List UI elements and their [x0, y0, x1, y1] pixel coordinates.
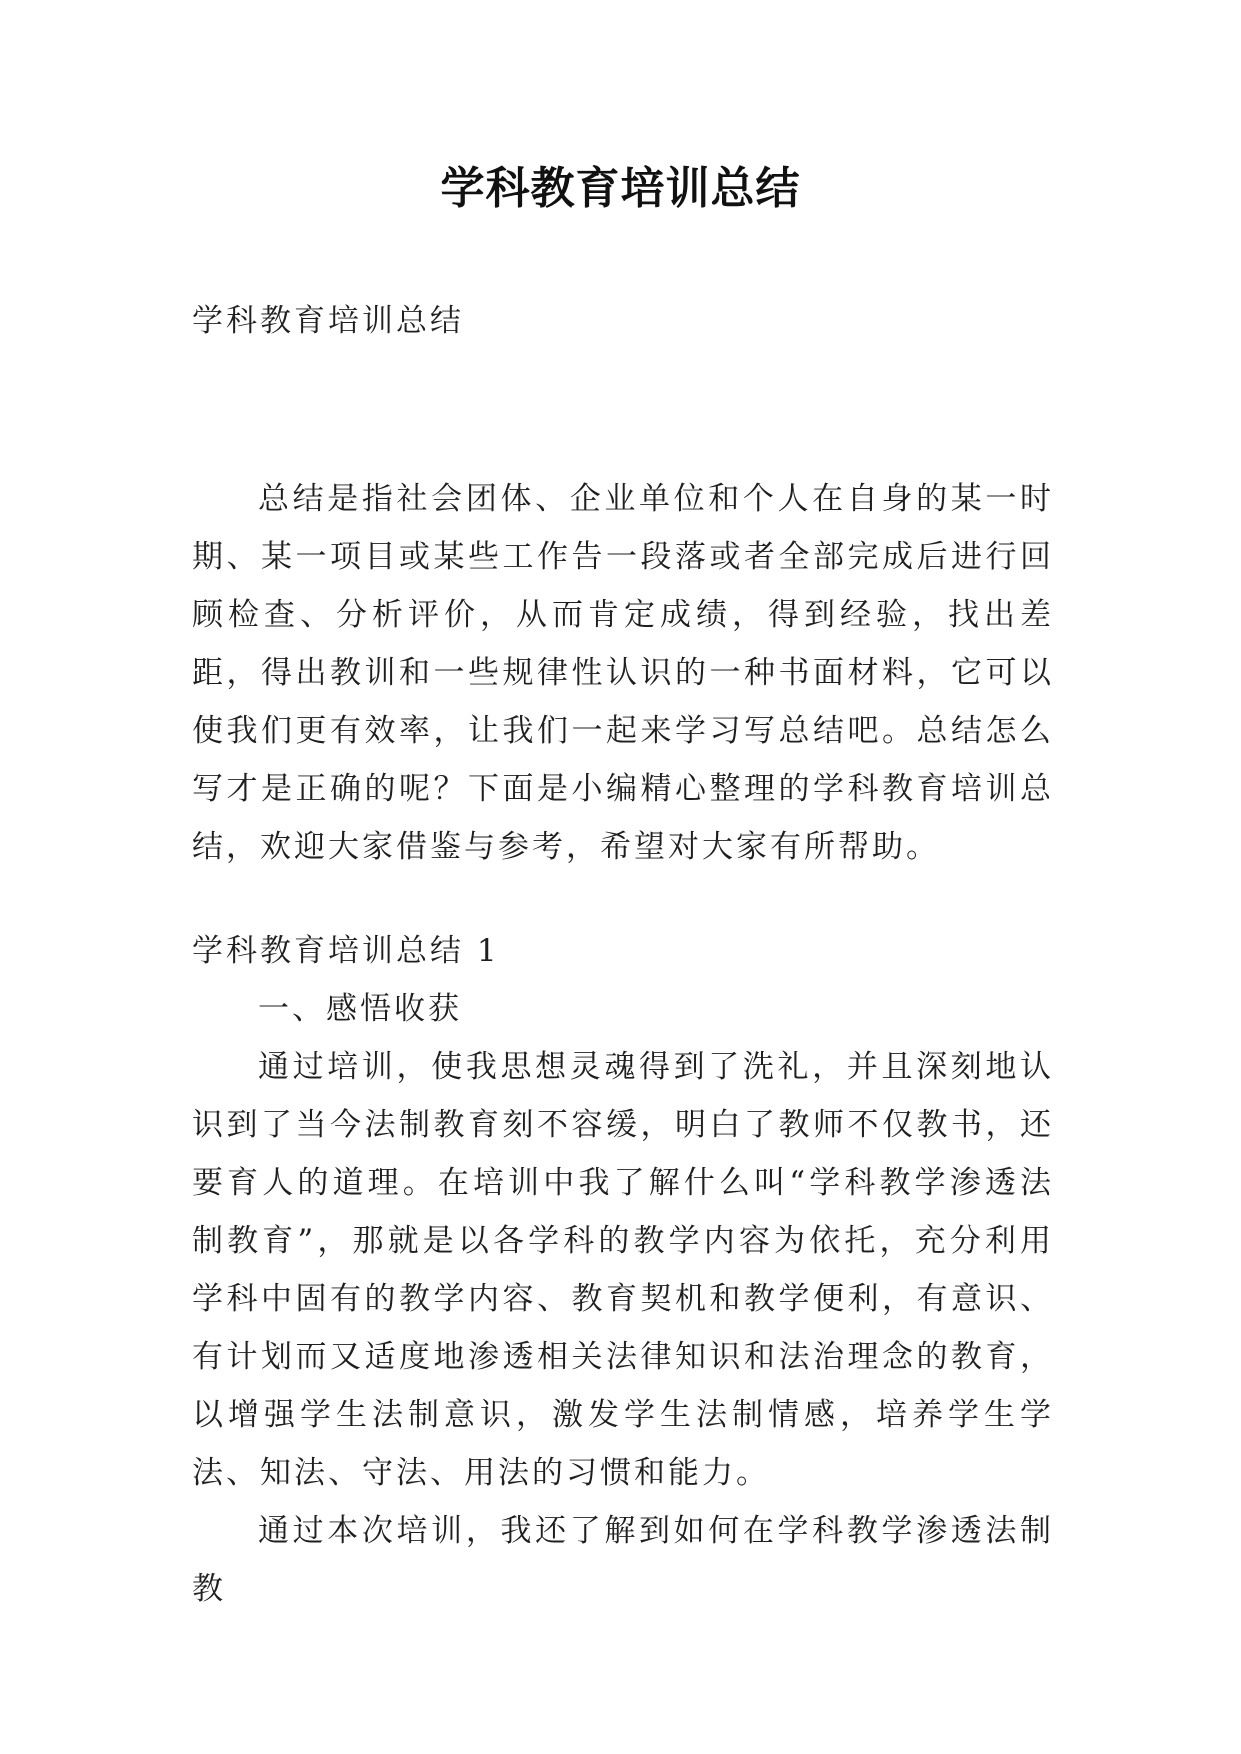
document-subtitle: 学科教育培训总结 — [192, 303, 464, 339]
section-heading: 学科教育培训总结 1 — [192, 933, 500, 969]
intro-paragraph: 总结是指社会团体、企业单位和个人在自身的某一时期、某一项目或某些工作告一段落或者全部完成后进行回顾检查、分析评价，从而肯定成绩，得到经验，找出差距，得出教训和一些规律性认识的一种书面材料，它可以使我们更有效率，让我们一起来学习写总结吧。总结怎么写才是正确的呢？下面是小编精心整理的学科教育培训总结，欢迎大家借鉴与参考，希望对大家有所帮助。 — [192, 481, 1054, 865]
section-paragraph-2: 通过本次培训，我还了解到如何在学科教学渗透法制教 — [192, 1513, 1054, 1607]
section-sub-heading: 一、感悟收获 — [258, 991, 462, 1027]
document-title: 学科教育培训总结 — [440, 163, 801, 214]
section-paragraph-1: 通过培训，使我思想灵魂得到了洗礼，并且深刻地认识到了当今法制教育刻不容缓，明白了教师不仅教书，还要育人的道理。在培训中我了解什么叫“学科教学渗透法制教育”，那就是以各学科的教学内容为依托，充分利用学科中固有的教学内容、教育契机和教学便利，有意识、有计划而又适度地渗透相关法律知识和法治理念的教育，以增强学生法制意识，激发学生法制情感，培养学生学法、知法、守法、用法的习惯和能力。 — [192, 1049, 1054, 1491]
